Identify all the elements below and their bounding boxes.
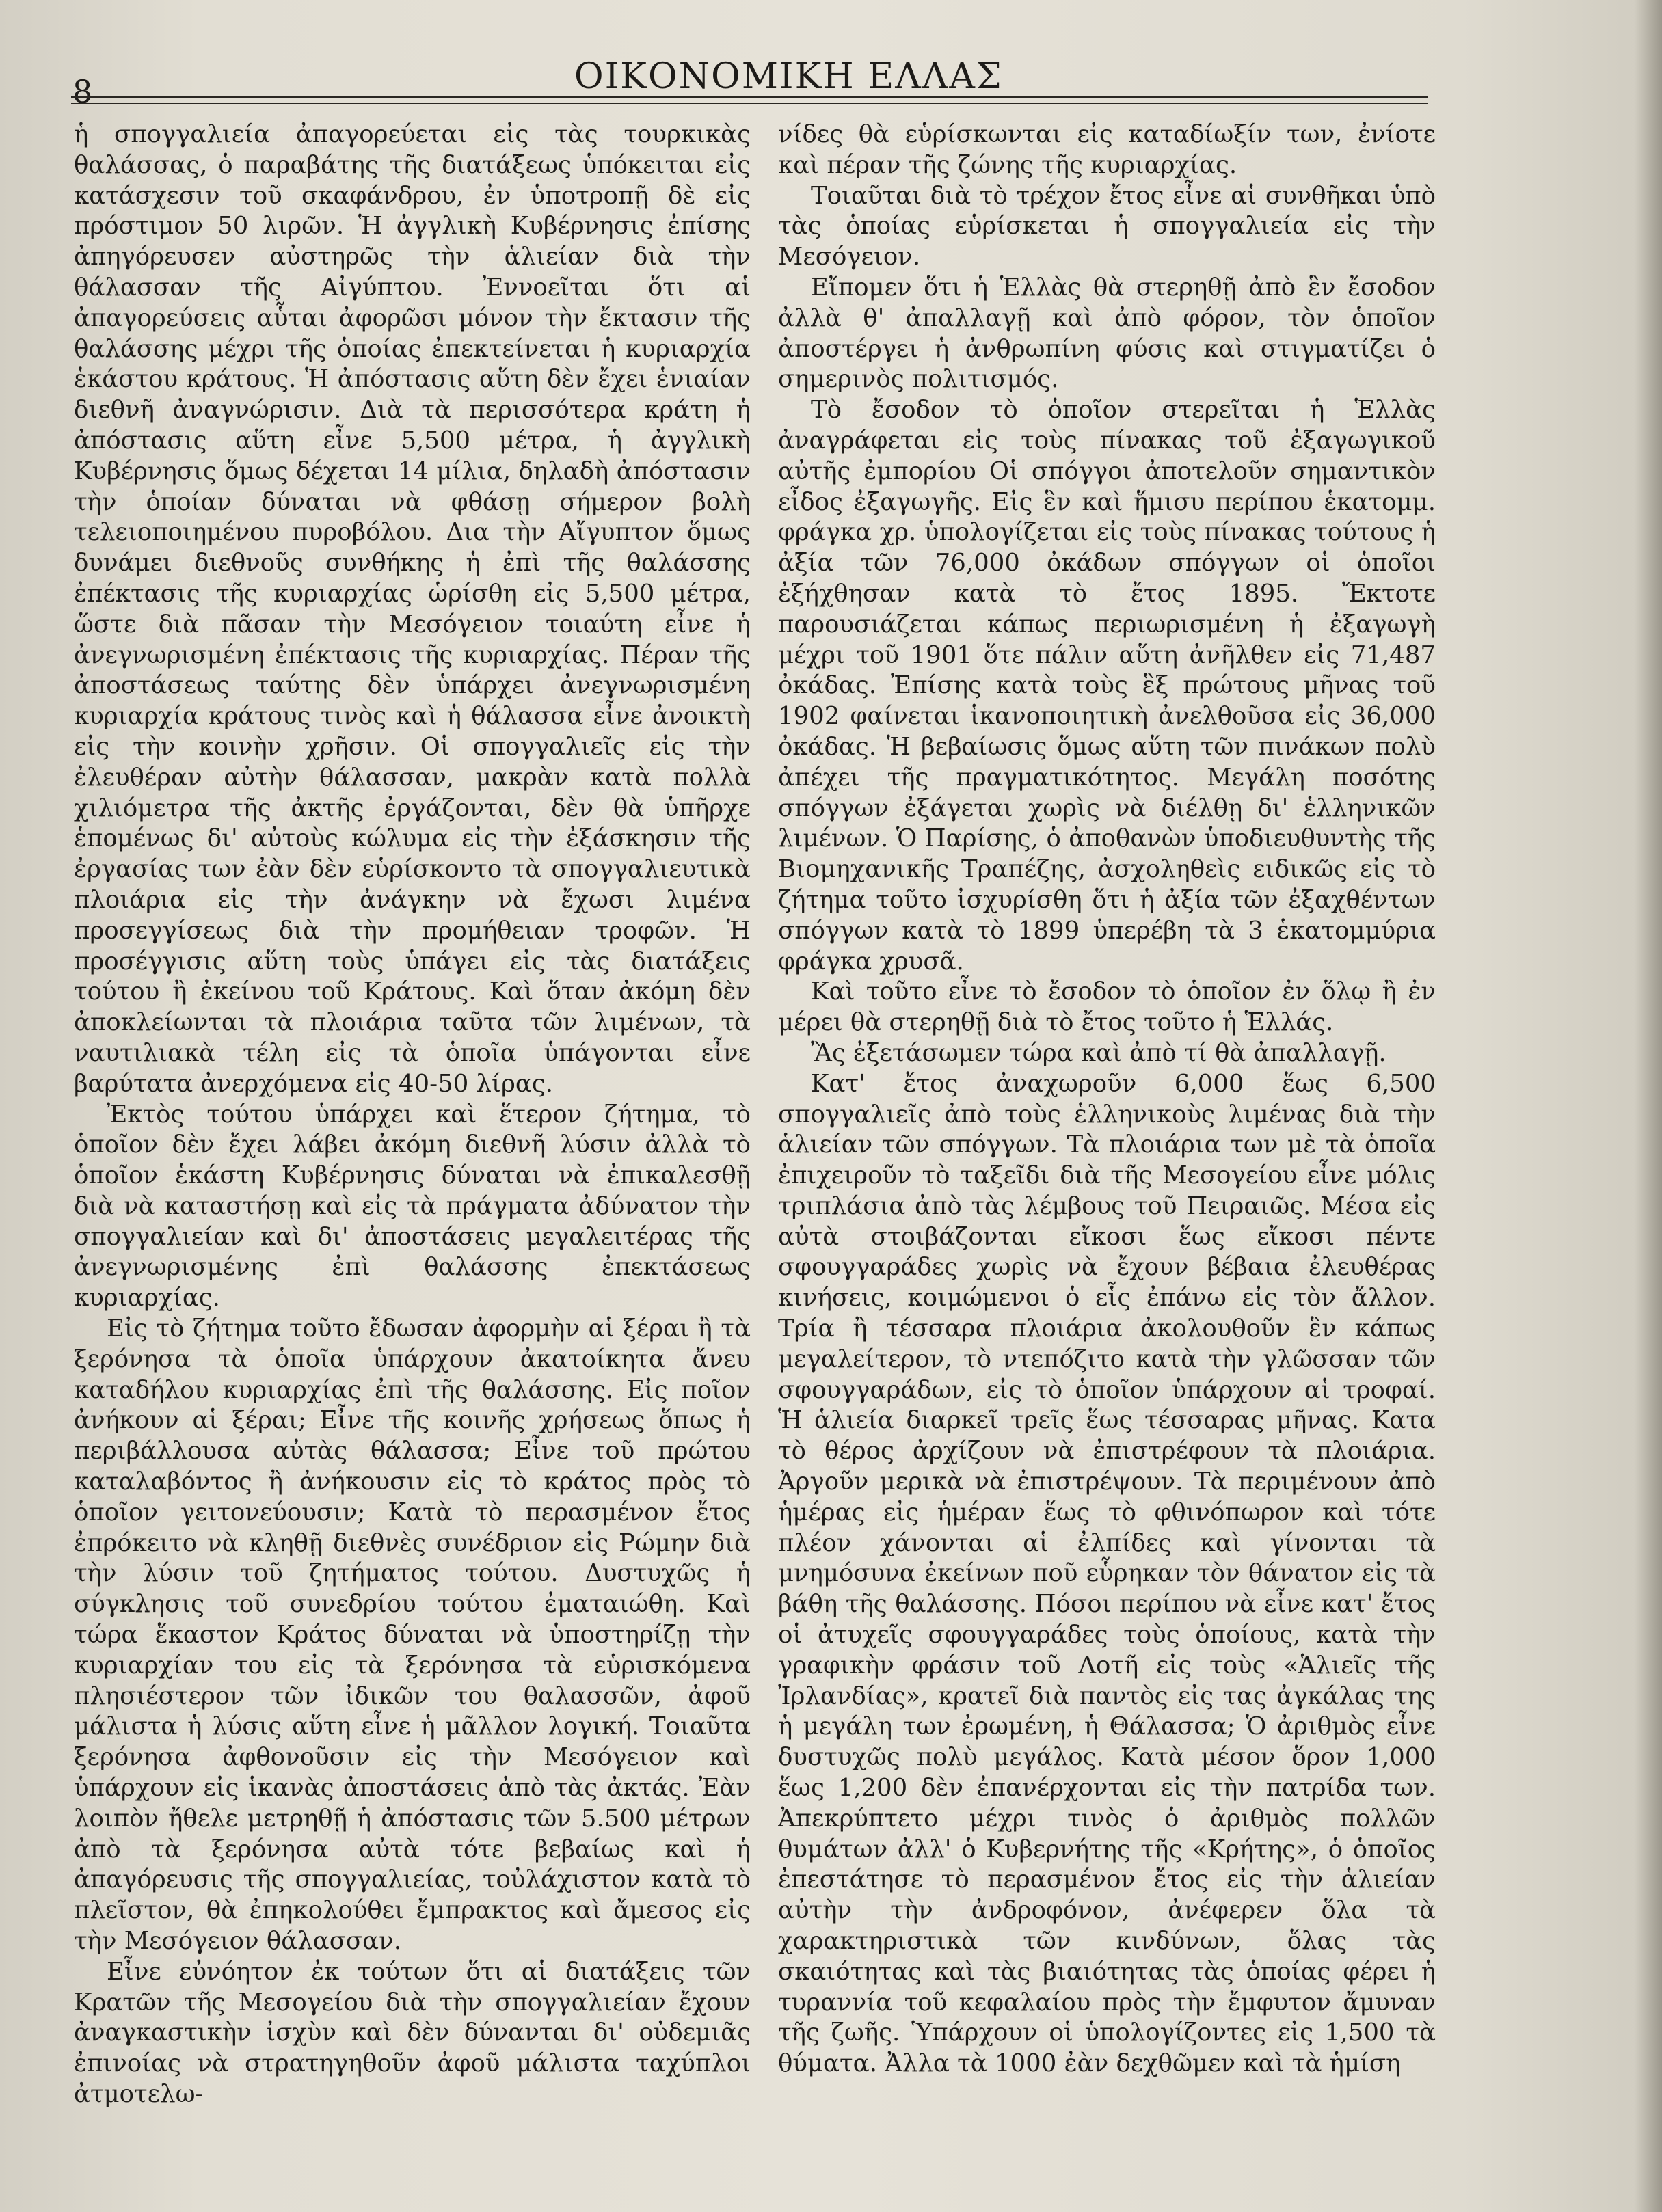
right-paragraph-5: Καὶ τοῦτο εἶνε τὸ ἔσοδον τὸ ὁποῖον ἐν ὅλῳ ἢ ἐν μέρει θὰ στερηθῇ διὰ τὸ ἔτος τοῦτο ἡ Ἑλλάς. bbox=[778, 977, 1436, 1037]
right-paragraph-1: νίδες θὰ εὑρίσκωνται εἰς καταδίωξίν των, ἐνίοτε καὶ πέραν τῆς ζώνης τῆς κυριαρχίας. bbox=[778, 120, 1436, 179]
right-paragraph-7: Κατ' ἔτος ἀναχωροῦν 6,000 ἕως 6,500 σπογγαλιεῖς ἀπὸ τοὺς ἑλληνικοὺς λιμένας διὰ τὴν ἁλιείαν τῶν σπόγγων. Τὰ πλοιάρια των μὲ τὰ ὁποῖα ἐπιχειροῦν τὸ ταξεῖδι διὰ τῆς Μεσογείου εἶνε μόλις τριπλάσια ἀπὸ τὰς λέμβους τοῦ Πειραιῶς. Μέσα εἰς αὐτὰ στοιβάζονται εἴκοσι ἕως εἴκοσι πέντε σφουγγαράδες χωρὶς νὰ ἔχουν βέβαια ἐλευθέρας κινήσεις, κοιμώμενοι ὁ εἷς ἐπάνω εἰς τὸν ἄλλον. Τρία ἢ τέσσαρα πλοιάρια ἀκολουθοῦν ἓν κάπως μεγαλείτερον, τὸ ντεπόζιτο κατὰ τὴν γλῶσσαν τῶν σφουγγαράδων, εἰς τὸ ὁποῖον ὑπάρχουν αἱ τροφαί. Ἡ ἁλιεία διαρκεῖ τρεῖς ἕως τέσσαρας μῆνας. Κατα τὸ θέρος ἀρχίζουν νὰ ἐπιστρέφουν τὰ πλοιάρια. Ἀργοῦν μερικὰ νὰ ἐπιστρέψουν. Τὰ περιμένουν ἀπὸ ἡμέρας εἰς ἡμέραν ἕως τὸ φθινόπωρον καὶ τότε πλέον χάνονται αἱ ἐλπίδες καὶ γίνονται τὰ μνημόσυνα ἐκείνων ποῦ εὗρηκαν τὸν θάνατον εἰς τὰ βάθη τῆς θαλάσσης. Πόσοι περίπου νὰ εἶνε κατ' ἔτος οἱ ἀτυχεῖς σφουγγαράδες τοὺς ὁποίους, κατὰ τὴν γραφικὴν φράσιν τοῦ Λοτῆ εἰς τοὺς «Ἁλιεῖς τῆς Ἰρλανδίας», κρατεῖ διὰ παντὸς εἰς τας ἀγκάλας της ἡ μεγάλη των ἐρωμένη, ἡ Θάλασσα; Ὁ ἀριθμὸς εἶνε δυστυχῶς πολὺ μεγάλος. Κατὰ μέσον ὅρον 1,000 ἕως 1,200 δὲν ἐπανέρχονται εἰς τὴν πατρίδα των. Ἀπεκρύπτετο μέχρι τινὸς ὁ ἀριθμὸς πολλῶν θυμάτων ἀλλ' ὁ Κυβερνήτης τῆς «Κρήτης», ὁ ὁποῖος ἐπεστάτησε τὸ περασμένον ἔτος εἰς τὴν ἁλιείαν αὐτὴν τὴν ἀνδροφόνον, ἀνέφερεν ὅλα τὰ χαρακτηριστικὰ τῶν κινδύνων, ὅλας τὰς σκαιότητας καὶ τὰς βιαιότητας τὰς ὁποίας φέρει ἡ τυραννία τοῦ κεφαλαίου πρὸς τὴν ἔμφυτον ἄμυναν τῆς ζωῆς. Ὑπάρχουν οἱ ὑπολογίζοντες εἰς 1,500 τὰ θύματα. Ἀλλα τὰ 1000 ἐὰν δεχθῶμεν καὶ τὰ ἡμίση bbox=[778, 1069, 1436, 2078]
left-paragraph-4: Εἶνε εὐνόητον ἐκ τούτων ὅτι αἱ διατάξεις τῶν Κρατῶν τῆς Μεσογείου διὰ τὴν σπογγαλιείαν ἔχουν ἀναγκαστικὴν ἰσχὺν καὶ δὲν δύνανται δι' οὐδεμιᾶς ἐπινοίας νὰ στρατηγηθοῦν ἀφοῦ μάλιστα ταχύπλοι ἀτμοτελω- bbox=[74, 1957, 751, 2108]
running-head-title: ΟΙΚΟΝΟΜΙΚΗ ΕΛΛΑΣ bbox=[574, 56, 1003, 97]
right-paragraph-2: Τοιαῦται διὰ τὸ τρέχον ἔτος εἶνε αἱ συνθῆκαι ὑπὸ τὰς ὁποίας εὑρίσκεται ἡ σπογγαλιεία εἰς τὴν Μεσόγειον. bbox=[778, 181, 1436, 271]
left-column bbox=[74, 120, 751, 2184]
left-paragraph-3: Εἰς τὸ ζήτημα τοῦτο ἔδωσαν ἀφορμὴν αἱ ξέραι ἢ τὰ ξερόνησα τὰ ὁποῖα ὑπάρχουν ἀκατοίκητα ἄνευ καταδήλου κυριαρχίας ἐπὶ τῆς θαλάσσης. Εἰς ποῖον ἀνήκουν αἱ ξέραι; Εἶνε τῆς κοινῆς χρήσεως ὅπως ἡ περιβάλλουσα αὐτὰς θάλασσα; Εἶνε τοῦ πρώτου καταλαβόντος ἢ ἀνήκουσιν εἰς τὸ κράτος πρὸς τὸ ὁποῖον γειτονεύουσιν; Κατὰ τὸ περασμένον ἔτος ἐπρόκειτο νὰ κληθῇ διεθνὲς συνέδριον εἰς Ρώμην διὰ τὴν λύσιν τοῦ ζητήματος τούτου. Δυστυχῶς ἡ σύγκλησις τοῦ συνεδρίου τούτου ἐματαιώθη. Καὶ τώρα ἕκαστον Κράτος δύναται νὰ ὑποστηρίζῃ τὴν κυριαρχίαν του εἰς τὰ ξερόνησα τὰ εὑρισκόμενα πλησιέστερον τῶν ἰδικῶν του θαλασσῶν, ἀφοῦ μάλιστα ἡ λύσις αὕτη εἶνε ἡ μᾶλλον λογική. Τοιαῦτα ξερόνησα ἀφθονοῦσιν εἰς τὴν Μεσόγειον καὶ ὑπάρχουν εἰς ἱκανὰς ἀποστάσεις ἀπὸ τὰς ἀκτάς. Ἐὰν λοιπὸν ἤθελε μετρηθῇ ἡ ἀπόστασις τῶν 5.500 μέτρων ἀπὸ τὰ ξερόνησα αὐτὰ τότε βεβαίως καὶ ἡ ἀπαγόρευσις τῆς σπογγαλιείας, τοὐλάχιστον κατὰ τὸ πλεῖστον, θὰ ἐπηκολούθει ἔμπρακτος καὶ ἄμεσος εἰς τὴν Μεσόγειον θάλασσαν. bbox=[74, 1314, 751, 1956]
right-paragraph-4: Τὸ ἔσοδον τὸ ὁποῖον στερεῖται ἡ Ἑλλὰς ἀναγράφεται εἰς τοὺς πίνακας τοῦ ἐξαγωγικοῦ αὐτῆς ἐμπορίου Οἱ σπόγγοι ἀποτελοῦν σημαντικὸν εἶδος ἐξαγωγῆς. Εἰς ἓν καὶ ἥμισυ περίπου ἑκατομμ. φράγκα χρ. ὑπολογίζεται εἰς τοὺς πίνακας τούτους ἡ ἀξία τῶν 76,000 ὀκάδων σπόγγων οἱ ὁποῖοι ἐξήχθησαν κατὰ τὸ ἔτος 1895. Ἔκτοτε παρουσιάζεται κάπως περιωρισμένη ἡ ἐξαγωγὴ μέχρι τοῦ 1901 ὅτε πάλιν αὕτη ἀνῆλθεν εἰς 71,487 ὀκάδας. Ἐπίσης κατὰ τοὺς ἓξ πρώτους μῆνας τοῦ 1902 φαίνεται ἱκανοποιητικὴ ἀνελθοῦσα εἰς 36,000 ὀκάδας. Ἡ βεβαίωσις ὅμως αὕτη τῶν πινάκων πολὺ ἀπέχει τῆς πραγματικότητος. Μεγάλη ποσότης σπόγγων ἐξάγεται χωρὶς νὰ διέλθῃ δι' ἑλληνικῶν λιμένων. Ὁ Παρίσης, ὁ ἀποθανὼν ὑποδιευθυντὴς τῆς Βιομηχανικῆς Τραπέζης, ἀσχοληθεὶς ειδικῶς εἰς τὸ ζήτημα τοῦτο ἰσχυρίσθη ὅτι ἡ ἀξία τῶν ἐξαχθέντων σπόγγων κατὰ τὸ 1899 ὑπερέβη τὰ 3 ἑκατομμύρια φράγκα χρυσᾶ. bbox=[778, 396, 1436, 975]
right-paragraph-3: Εἴπομεν ὅτι ἡ Ἑλλὰς θὰ στερηθῇ ἀπὸ ἓν ἔσοδον ἀλλὰ θ' ἀπαλλαγῇ καὶ ἀπὸ φόρον, τὸν ὁποῖον ἀποστέργει ἡ ἀνθρωπίνη φύσις καὶ στιγματίζει ὁ σημερινὸς πολιτισμός. bbox=[778, 273, 1436, 394]
right-column bbox=[778, 120, 1436, 2184]
header-rule-top bbox=[71, 96, 1428, 98]
page-number: 8 bbox=[72, 73, 93, 110]
right-paragraph-6: Ἂς ἐξετάσωμεν τώρα καὶ ἀπὸ τί θὰ ἀπαλλαγῇ. bbox=[811, 1038, 1386, 1067]
binding-shadow bbox=[1635, 0, 1662, 2212]
left-paragraph-2: Ἐκτὸς τούτου ὑπάρχει καὶ ἕτερον ζήτημα, τὸ ὁποῖον δὲν ἔχει λάβει ἀκόμη διεθνῆ λύσιν ἀλλὰ τὸ ὁποῖον ἑκάστη Κυβέρνησις δύναται νὰ ἐπικαλεσθῇ διὰ νὰ καταστήσῃ καὶ εἰς τὰ πράγματα ἀδύνατον τὴν σπογγαλιείαν καὶ δι' ἀποστάσεις μεγαλειτέρας τῆς ἀνεγνωρισμένης ἐπὶ θαλάσσης ἐπεκτάσεως κυριαρχίας. bbox=[74, 1100, 751, 1312]
left-paragraph-1: ἡ σπογγαλιεία ἀπαγορεύεται εἰς τὰς τουρκικὰς θαλάσσας, ὁ παραβάτης τῆς διατάξεως ὑπόκειται εἰς κατάσχεσιν τοῦ σκαφάνδρου, ἐν ὑποτροπῇ δὲ εἰς πρόστιμον 50 λιρῶν. Ἡ ἀγγλικὴ Κυβέρνησις ἐπίσης ἀπηγόρευσεν αὐστηρῶς τὴν ἁλιείαν διὰ τὴν θάλασσαν τῆς Αἰγύπτου. Ἐννοεῖται ὅτι αἱ ἀπαγορεύσεις αὗται ἀφορῶσι μόνον τὴν ἔκτασιν τῆς θαλάσσης μέχρι τῆς ὁποίας ἐπεκτείνεται ἡ κυριαρχία ἑκάστου κράτους. Ἡ ἀπόστασις αὕτη δὲν ἔχει ἑνιαίαν διεθνῆ ἀναγνώρισιν. Διὰ τὰ περισσότερα κράτη ἡ ἀπόστασις αὕτη εἶνε 5,500 μέτρα, ἡ ἀγγλικὴ Κυβέρνησις ὅμως δέχεται 14 μίλια, δηλαδὴ ἀπόστασιν τὴν ὁποίαν δύναται νὰ φθάσῃ σήμερον βολὴ τελειοποιημένου πυροβόλου. Δια τὴν Αἴγυπτον ὅμως δυνάμει διεθνοῦς συνθήκης ἡ ἐπὶ τῆς θαλάσσης ἐπέκτασις τῆς κυριαρχίας ὡρίσθη εἰς 5,500 μέτρα, ὥστε διὰ πᾶσαν τὴν Μεσόγειον τοιαύτη εἶνε ἡ ἀνεγνωρισμένη ἐπέκτασις τῆς κυριαρχίας. Πέραν τῆς ἀποστάσεως ταύτης δὲν ὑπάρχει ἀνεγνωρισμένη κυριαρχία κράτους τινὸς καὶ ἡ θάλασσα εἶνε ἀνοικτὴ εἰς τὴν κοινὴν χρῆσιν. Οἱ σπογγαλιεῖς εἰς τὴν ἐλευθέραν αὐτὴν θάλασσαν, μακρὰν κατὰ πολλὰ χιλιόμετρα τῆς ἀκτῆς ἐργάζονται, δὲν θὰ ὑπῆρχε ἑπομένως δι' αὐτοὺς κώλυμα εἰς τὴν ἐξάσκησιν τῆς ἐργασίας των ἐὰν δὲν εὑρίσκοντο τὰ σπογγαλιευτικὰ πλοιάρια εἰς τὴν ἀνάγκην νὰ ἔχωσι λιμένα προσεγγίσεως διὰ τὴν προμήθειαν τροφῶν. Ἡ προσέγγισις αὕτη τοὺς ὑπάγει εἰς τὰς διατάξεις τούτου ἢ ἐκείνου τοῦ Κράτους. Καὶ ὅταν ἀκόμη δὲν ἀποκλείωνται τὰ πλοιάρια ταῦτα τῶν λιμένων, τὰ ναυτιλιακὰ τέλη εἰς τὰ ὁποῖα ὑπάγονται εἶνε βαρύτατα ἀνερχόμενα εἰς 40-50 λίρας. bbox=[74, 120, 751, 1098]
header-rule-bottom bbox=[71, 103, 1428, 104]
